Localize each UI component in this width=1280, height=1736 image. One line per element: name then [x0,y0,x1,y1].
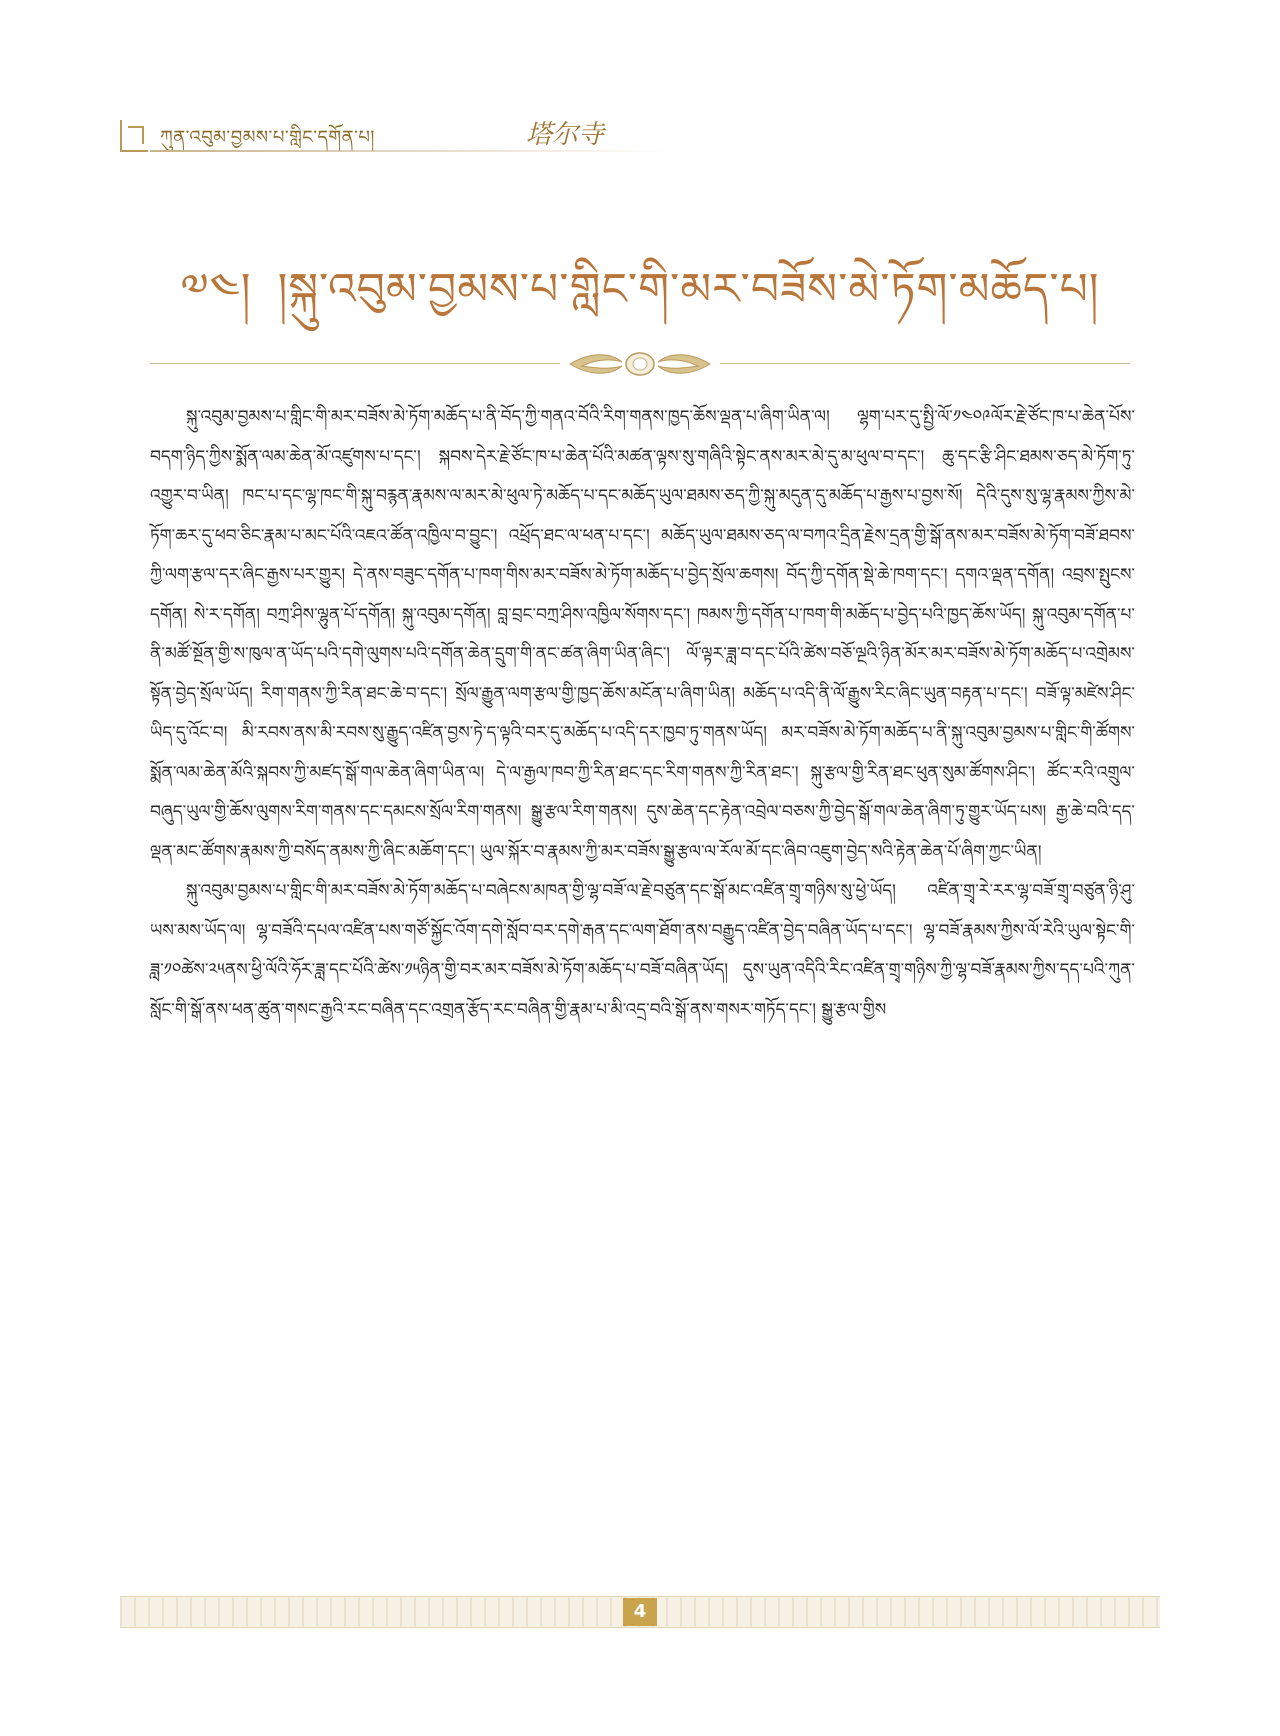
paragraph-2: སྐུ་འབུམ་བྱམས་པ་གླིང་གི་མར་བཟོས་མེ་ཏོག་མཆོད་པ་བཞེངས་མཁན་གྱི་ལྷ་བཟོ་ལ་རྗེ་བཙུན་དང་སྒོ་མང་འཛིན་གྲྭ་གཉིས་སུ་ཕྱེ་ཡོད། འཛིན་གྲྭ་རེ་རར་ལྷ་བཟོ་གྲྭ་བཙུན་ཉི་ཤུ་ཡས་མས་ཡོད་ལ། ལྷ་བཟོའི་དཔལ་འཛིན་པས་གཙོ་སྐྱོང་འོག་དགེ་སློབ་བར་དགེ་རྒན་དང་ལག་ཐོག་ནས་བརྒྱུད་འཛིན་བྱེད་བཞིན་ཡོད་པ་དང་། ལྷ་བཟོ་རྣམས་ཀྱིས་ལོ་རེའི་ཡུལ་སྟེང་གི་ཟླ་༡༠ཚེས་༢༥ནས་ཕྱི་ལོའི་ཧོར་ཟླ་དང་པོའི་ཚེས་༡༥ཉིན་གྱི་བར་མར་བཟོས་མེ་ཏོག་མཆོད་པ་བཟོ་བཞིན་ཡོད། དུས་ཡུན་འདིའི་རིང་འཛིན་གྲྭ་གཉིས་ཀྱི་ལྷ་བཟོ་རྣམས་ཀྱིས་དད་པའི་ཀུན་སློང་གི་སྒོ་ནས་ཕན་ཚུན་གསང་རྒྱའི་རང་བཞིན་དང་འགྲན་རྩོད་རང་བཞིན་གྱི་རྣམ་པ་མི་འདྲ་བའི་སྒོ་ནས་གསར་གཏོད་དང་། སྒྱུ་རྩལ་གྱིས [150,881,1135,1020]
running-header [120,108,650,154]
header-rule [150,150,670,152]
article-body [150,398,1135,1030]
footer-band [120,1596,1160,1628]
header-tibetan-title: ཀུན་འབུམ་བྱམས་པ་གླིང་དགོན་པ། [160,127,375,148]
paragraph-1: སྐུ་འབུམ་བྱམས་པ་གླིང་གི་མར་བཟོས་མེ་ཏོག་མཆོད་པ་ནི་བོད་ཀྱི་གནའ་བོའི་རིག་གནས་ཁྱད་ཆོས་ལྡན་པ་ཞིག་ཡིན་ལ། ལྷག་པར་དུ་སྤྱི་ལོ་༡༤༠༩ལོར་རྗེ་ཙོང་ཁ་པ་ཆེན་པོས་བདག་ཉིད་ཀྱིས་སྨོན་ལམ་ཆེན་མོ་འཛུགས་པ་དང་། སྐབས་དེར་རྗེ་ཙོང་ཁ་པ་ཆེན་པོའི་མཚན་ལྟས་སུ་གཞིའི་སྟེང་ནས་མར་མེ་དུ་མ་ཕུལ་བ་དང་། ཆུ་དང་རྩི་ཤིང་ཐམས་ཅད་མེ་ཏོག་ཏུ་འགྱུར་བ་ཡིན། ཁང་པ་དང་ལྷ་ཁང་གི་སྐུ་བརྙན་རྣམས་ལ་མར་མེ་ཕུལ་ཏེ་མཆོད་པ་དང་མཆོད་ཡུལ་ཐམས་ཅད་ཀྱི་སྐུ་མདུན་དུ་མཆོད་པ་རྒྱས་པ་བྱས་སོ། དེའི་དུས་སུ་ལྷ་རྣམས་ཀྱིས་མེ་ཏོག་ཆར་དུ་ཕབ་ཅིང་རྣམ་པ་མང་པོའི་འཇའ་ཚོན་འཁྱིལ་བ་བྱུང་། འཕྲོད་ཐང་ལ་ཕན་པ་དང་། མཆོད་ཡུལ་ཐམས་ཅད་ལ་བཀའ་དྲིན་རྗེས་དྲན་གྱི་སྒོ་ནས་མར་བཟོས་མེ་ཏོག་བཟོ་ཐབས་ཀྱི་ལག་རྩལ་དར་ཞིང་རྒྱས་པར་གྱུར། དེ་ནས་བཟུང་དགོན་པ་ཁག་གིས་མར་བཟོས་མེ་ཏོག་མཆོད་པ་བྱེད་སྲོལ་ཆགས། བོད་ཀྱི་དགོན་སྡེ་ཆེ་ཁག་དང་། དགའ་ལྡན་དགོན། འབྲས་སྤུངས་དགོན། སེ་ར་དགོན། བཀྲ་ཤིས་ལྷུན་པོ་དགོན། སྐུ་འབུམ་དགོན། བླ་བྲང་བཀྲ་ཤིས་འཁྱིལ་སོགས་དང་། ཁམས་ཀྱི་དགོན་པ་ཁག་གི་མཆོད་པ་བྱེད་པའི་ཁྱད་ཆོས་ཡོད། སྐུ་འབུམ་དགོན་པ་ནི་མཚོ་སྔོན་གྱི་ས་ཁུལ་ན་ཡོད་པའི་དགེ་ལུགས་པའི་དགོན་ཆེན་དྲུག་གི་ནང་ཚན་ཞིག་ཡིན་ཞིང་། ལོ་ལྟར་ཟླ་བ་དང་པོའི་ཚེས་བཅོ་ལྔའི་ཉིན་མོར་མར་བཟོས་མེ་ཏོག་མཆོད་པ་འགྲེམས་སྟོན་བྱེད་སྲོལ་ཡོད། རིག་གནས་ཀྱི་རིན་ཐང་ཆེ་བ་དང་། སྲོལ་རྒྱུན་ལག་རྩལ་གྱི་ཁྱད་ཆོས་མངོན་པ་ཞིག་ཡིན། མཆོད་པ་འདི་ནི་ལོ་རྒྱུས་རིང་ཞིང་ཡུན་བརྟན་པ་དང་། བཟོ་ལྟ་མཛེས་ཤིང་ཡིད་དུ་འོང་བ། མི་རབས་ནས་མི་རབས་སུ་རྒྱུད་འཛིན་བྱས་ཏེ་ད་ལྟའི་བར་དུ་མཆོད་པ་འདི་དར་ཁྱབ་ཏུ་གནས་ཡོད། མར་བཟོས་མེ་ཏོག་མཆོད་པ་ནི་སྐུ་འབུམ་བྱམས་པ་གླིང་གི་ཚོགས་སྨོན་ལམ་ཆེན་མོའི་སྐབས་ཀྱི་མཛད་སྒོ་གལ་ཆེན་ཞིག་ཡིན་ལ། དེ་ལ་རྒྱལ་ཁབ་ཀྱི་རིན་ཐང་དང་རིག་གནས་ཀྱི་རིན་ཐང་། སྐུ་རྩལ་གྱི་རིན་ཐང་ཕུན་སུམ་ཚོགས་ཤིང་། ཚོང་རའི་འགྲུལ་བཞུད་ཡུལ་གྱི་ཆོས་ལུགས་རིག་གནས་དང་དམངས་སྲོལ་རིག་གནས། སྒྱུ་རྩལ་རིག་གནས། དུས་ཆེན་དང་རྟེན་འབྲེལ་བཅས་ཀྱི་བྱེད་སྒོ་གལ་ཆེན་ཞིག་ཏུ་གྱུར་ཡོད་པས། རྒྱ་ཆེ་བའི་དད་ལྡན་མང་ཚོགས་རྣམས་ཀྱི་བསོད་ནམས་ཀྱི་ཞིང་མཆོག་དང་། ཡུལ་སྐོར་བ་རྣམས་ཀྱི་མར་བཟོས་སྒྱུ་རྩལ་ལ་རོལ་མོ་དང་ཞིབ་འཇུག་བྱེད་སའི་རྟེན་ཆེན་པོ་ཞིག་ཀྱང་ཡིན། [150,407,1135,862]
chapter-title-text: །སྐུ་འབུམ་བྱམས་པ་གླིང་གི་མར་བཟོས་མེ་ཏོག་མཆོད་པ། [277,264,1100,315]
chapter-title [60,240,1220,364]
divider-line-right [720,363,1130,364]
divider-ornament-icon [560,348,720,380]
chapter-number: ༧༤། [180,264,252,315]
title-divider [150,354,1130,374]
header-corner-ornament [120,120,148,152]
divider-line-left [150,363,560,364]
header-chinese-title: 塔尔寺 [526,120,605,150]
page-number: 4 [623,1598,657,1626]
